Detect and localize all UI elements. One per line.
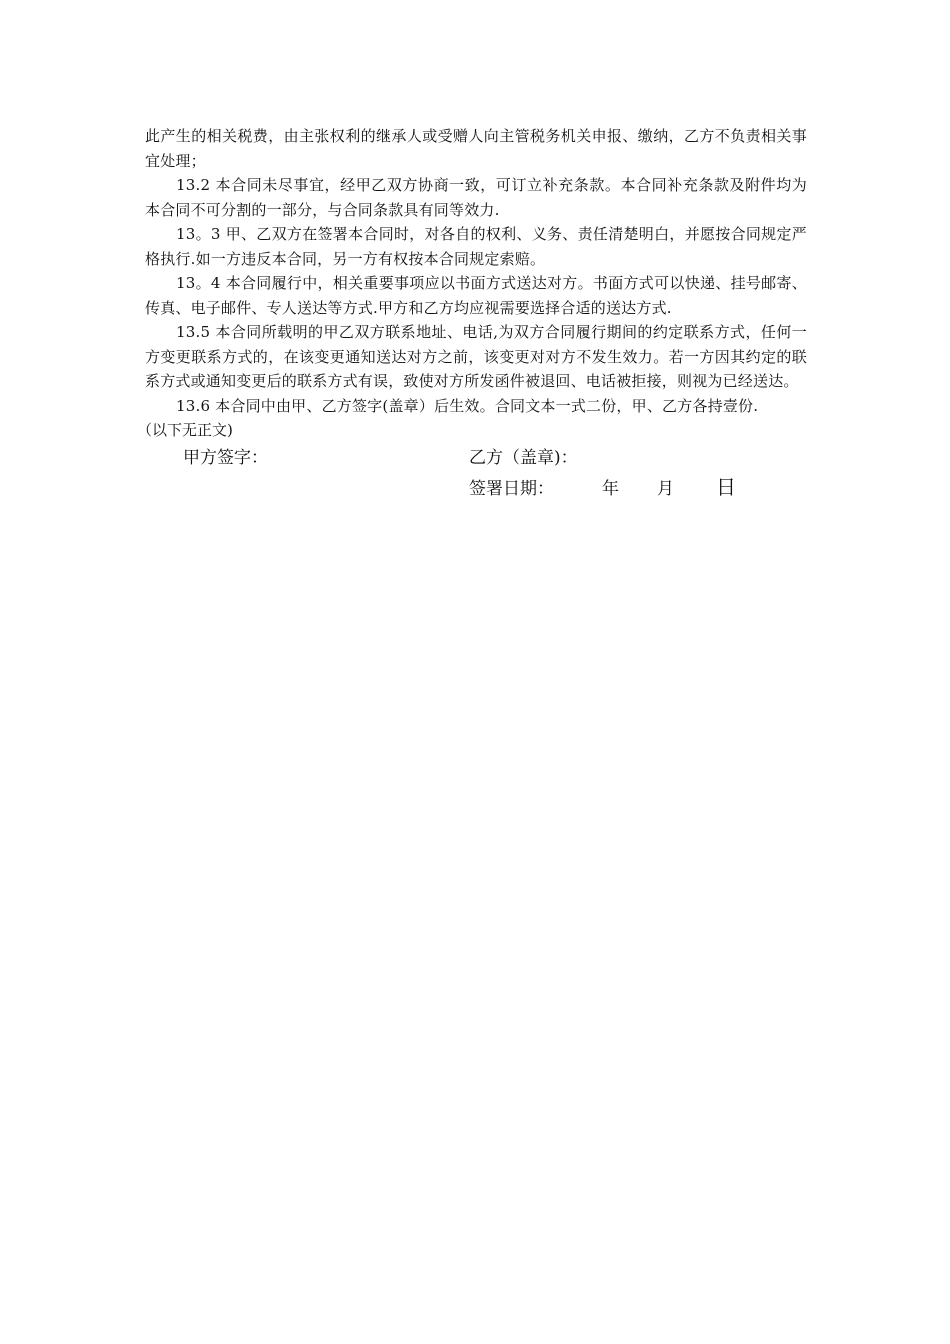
signing-date-line bbox=[469, 471, 736, 500]
signing-date-label: 签署日期： bbox=[469, 478, 554, 499]
paragraph-13-6: 13.6 本合同中由甲、乙方签字(盖章）后生效。合同文本一式二份，甲、乙方各持壹份. bbox=[176, 396, 759, 415]
date-day-label: 日 bbox=[716, 474, 736, 499]
paragraph-13-5: 13.5 本合同所载明的甲乙双方联系地址、电话,为双方合同履行期间的约定联系方式，任何一方变更联系方式的，在该变更通知送达对方之前，该变更对对方不发生效力。若一方因其约定的联系方式或通知变更后的联系方式有误，致使对方所发函件被退回、电话被拒接，则视为已经送达。 bbox=[145, 323, 807, 390]
signature-block bbox=[145, 443, 807, 499]
paragraph-13-3: 13。3 甲、乙双方在签署本合同时，对各自的权利、义务、责任清楚明白，并愿按合同规定严格执行.如一方违反本合同，另一方有权按本合同规定索赔。 bbox=[145, 225, 807, 268]
paragraph-tax-continuation: 此产生的相关税费，由主张权利的继承人或受赠人向主管税务机关申报、缴纳，乙方不负责相关事宜处理； bbox=[145, 127, 807, 170]
party-a-signature-label: 甲方签字： bbox=[183, 447, 268, 468]
paragraph-13-4: 13。4 本合同履行中，相关重要事项应以书面方式送达对方。书面方式可以快递、挂号邮寄、传真、电子邮件、专人送达等方式.甲方和乙方均应视需要选择合适的送达方式. bbox=[145, 274, 807, 317]
paragraph-13-2: 13.2 本合同未尽事宜，经甲乙双方协商一致，可订立补充条款。本合同补充条款及附件均为本合同不可分割的一部分，与合同条款具有同等效力. bbox=[145, 176, 807, 219]
date-month-label: 月 bbox=[657, 478, 674, 499]
end-of-text-note: （以下无正文) bbox=[137, 421, 233, 439]
contract-page bbox=[137, 124, 807, 499]
party-b-seal-label: 乙方（盖章)： bbox=[469, 447, 578, 468]
date-year-label: 年 bbox=[602, 478, 619, 499]
contract-body bbox=[145, 124, 807, 418]
